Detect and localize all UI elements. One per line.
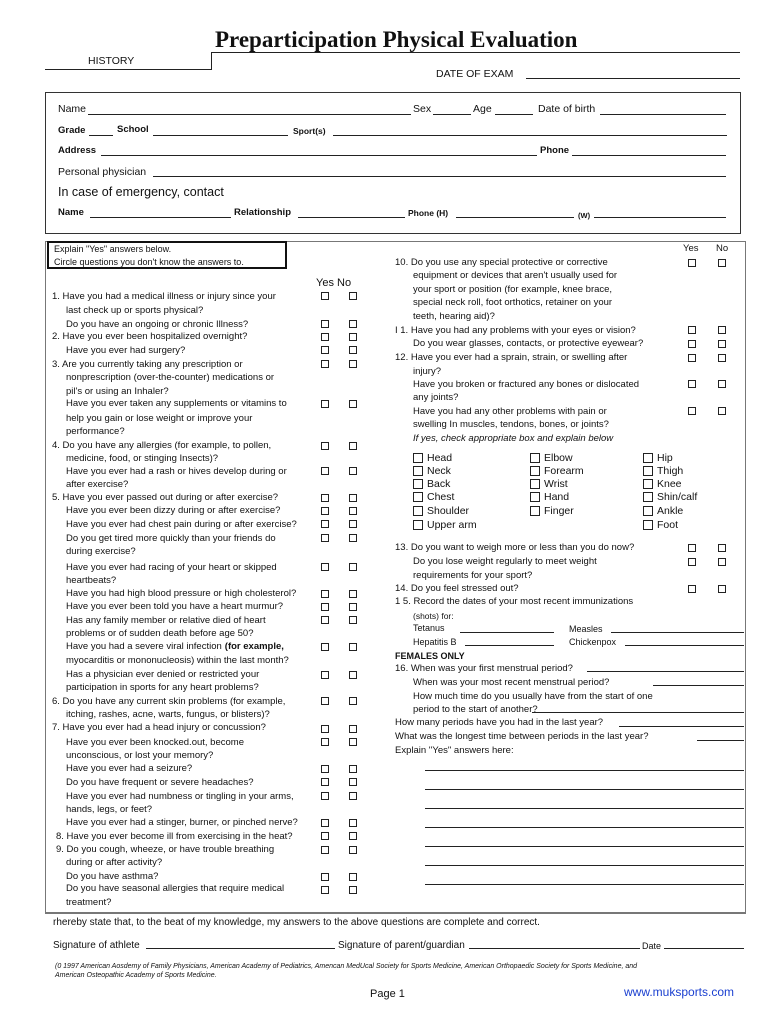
phone-label: Phone bbox=[540, 145, 570, 156]
name-field[interactable] bbox=[88, 114, 411, 115]
history-divider bbox=[211, 52, 212, 69]
checkbox-no[interactable] bbox=[718, 544, 726, 552]
question-text: Have you ever taken any supplements or vitamins to bbox=[66, 398, 287, 409]
emergency-name-field[interactable] bbox=[90, 217, 231, 218]
question-text: 6. Do you have any current skin problems (for example, bbox=[52, 696, 286, 707]
explain-line[interactable] bbox=[425, 865, 744, 866]
relationship-field[interactable] bbox=[298, 217, 405, 218]
question-text: 3. Are you currently taking any prescription or bbox=[52, 359, 243, 370]
question-text: 9. Do you cough, wheeze, or have trouble breathing bbox=[56, 844, 275, 855]
page-number: Page 1 bbox=[370, 988, 405, 1000]
question-text: injury? bbox=[413, 366, 441, 377]
sports-label: Sport(s) bbox=[293, 126, 326, 136]
injury-checkbox[interactable] bbox=[643, 492, 653, 502]
checkbox-no[interactable] bbox=[349, 346, 357, 354]
checkbox-no[interactable] bbox=[349, 534, 357, 542]
statement-divider bbox=[45, 913, 746, 914]
checkbox-no[interactable] bbox=[349, 778, 357, 786]
question-text: 12. Have you ever had a sprain, strain, or swelling after bbox=[395, 352, 628, 363]
female-question-text: Explain ''Yes" answers here: bbox=[395, 745, 514, 756]
question-text: itching, rashes, acne, warts, fungus, or blisters)? bbox=[66, 709, 270, 720]
checkbox-yes[interactable] bbox=[688, 340, 696, 348]
yes-no-header: Yes No bbox=[316, 277, 352, 289]
checkbox-yes[interactable] bbox=[321, 886, 329, 894]
females-only-label: FEMALES ONLY bbox=[395, 651, 465, 661]
checkbox-yes[interactable] bbox=[321, 360, 329, 368]
checkbox-yes[interactable] bbox=[321, 590, 329, 598]
checkbox-no[interactable] bbox=[349, 792, 357, 800]
injury-checkbox[interactable] bbox=[643, 466, 653, 476]
question-text: 5. Have you ever passed out during or after exercise? bbox=[52, 492, 279, 503]
question-text: Do you have frequent or severe headaches? bbox=[66, 777, 254, 788]
female-question-text: How much time do you usually have from the start of one bbox=[413, 691, 653, 702]
question-text: Have you had high blood pressure or high cholesterol? bbox=[66, 588, 297, 599]
question-text: 7. Have you ever had a head injury or concussion? bbox=[52, 722, 266, 733]
checkbox-yes[interactable] bbox=[688, 259, 696, 267]
checkbox-yes[interactable] bbox=[321, 292, 329, 300]
checkbox-yes[interactable] bbox=[321, 792, 329, 800]
sex-field[interactable] bbox=[433, 114, 471, 115]
signature-athlete-field[interactable] bbox=[146, 948, 335, 949]
checkbox-yes[interactable] bbox=[688, 380, 696, 388]
checkbox-yes[interactable] bbox=[321, 494, 329, 502]
sex-label: Sex bbox=[413, 103, 432, 115]
injury-label: Upper arm bbox=[427, 519, 477, 531]
question-text: medicine, food, or stinging Insects)? bbox=[66, 453, 219, 464]
injury-checkbox[interactable] bbox=[643, 453, 653, 463]
explain-line[interactable] bbox=[425, 846, 744, 847]
checkbox-no[interactable] bbox=[718, 354, 726, 362]
physician-field[interactable] bbox=[153, 176, 726, 177]
injury-label: Head bbox=[427, 452, 453, 464]
chickenpox-field[interactable] bbox=[625, 645, 744, 646]
dob-field[interactable] bbox=[600, 114, 726, 115]
checkbox-no[interactable] bbox=[349, 320, 357, 328]
date-label: Date bbox=[642, 941, 662, 951]
question-text: Have you ever had surgery? bbox=[66, 345, 186, 356]
question-text: during or after activity? bbox=[66, 857, 163, 868]
question-text: Have you ever had a rash or hives develop during or bbox=[66, 466, 287, 477]
question-text: 4. Do you have any allergies (for example, to pollen, bbox=[52, 440, 272, 451]
checkbox-no[interactable] bbox=[718, 585, 726, 593]
checkbox-no[interactable] bbox=[349, 873, 357, 881]
signature-parent-label: Signature of parent/guardian bbox=[338, 940, 465, 951]
question-text: Has any family member or relative died of heart bbox=[66, 615, 266, 626]
question-text: Have you had a severe viral infection (for example, bbox=[66, 641, 284, 652]
question-text: 8. Have you ever become ill from exercising in the heat? bbox=[56, 831, 293, 842]
checkbox-yes[interactable] bbox=[688, 585, 696, 593]
explain-line[interactable] bbox=[425, 789, 744, 790]
question-text: treatment? bbox=[66, 897, 112, 908]
question-text: equipment or devices that aren't usually used for bbox=[413, 270, 618, 281]
question-text: Have you broken or fractured any bones or dislocated bbox=[413, 379, 640, 390]
checkbox-yes[interactable] bbox=[321, 725, 329, 733]
checkbox-no[interactable] bbox=[349, 819, 357, 827]
explain-line[interactable] bbox=[425, 884, 744, 885]
question-text: Have you ever been knocked.out, become bbox=[66, 737, 244, 748]
instruction-line: Circle questions you don't know the answers to. bbox=[54, 257, 244, 267]
checkbox-no[interactable] bbox=[349, 725, 357, 733]
question-text: heartbeats? bbox=[66, 575, 117, 586]
address-label: Address bbox=[58, 145, 97, 156]
checkbox-yes[interactable] bbox=[321, 520, 329, 528]
injury-label: Back bbox=[427, 478, 451, 490]
injury-label: Shin/calf bbox=[657, 491, 698, 503]
question-text: swelling In muscles, tendons, bones, or joints? bbox=[413, 419, 609, 430]
question-text: unconscious, or lost your memory? bbox=[66, 750, 214, 761]
phone-w-label: (W) bbox=[578, 211, 591, 220]
injury-label: Thigh bbox=[657, 465, 684, 477]
question-text: Have you ever had racing of your heart or skipped bbox=[66, 562, 277, 573]
injury-label: Knee bbox=[657, 478, 682, 490]
date-of-exam-label: DATE OF EXAM bbox=[436, 68, 514, 80]
yes-header: Yes bbox=[683, 243, 699, 254]
injury-label: Shoulder bbox=[427, 505, 470, 517]
checkbox-no[interactable] bbox=[349, 832, 357, 840]
checkbox-yes[interactable] bbox=[688, 407, 696, 415]
checkbox-no[interactable] bbox=[349, 442, 357, 450]
checkbox-no[interactable] bbox=[349, 765, 357, 773]
phone-field[interactable] bbox=[572, 155, 726, 156]
question-text: teeth, hearing aid)? bbox=[413, 311, 495, 322]
question-text: 14. Do you feel stressed out? bbox=[395, 583, 519, 594]
checkbox-no[interactable] bbox=[349, 671, 357, 679]
first-period-field[interactable] bbox=[587, 671, 744, 672]
website-link[interactable]: www.muksports.com bbox=[624, 985, 735, 999]
page-title: Preparticipation Physical Evaluation bbox=[215, 27, 578, 52]
question-text: 2. Have you ever been hospitalized overnight? bbox=[52, 331, 248, 342]
injury-label: Wrist bbox=[544, 478, 568, 490]
recent-period-field[interactable] bbox=[653, 685, 744, 686]
question-text: Have you ever had numbness or tingling in your arms, bbox=[66, 791, 294, 802]
question-text: Do you lose weight regularly to meet weight bbox=[413, 556, 597, 567]
checkbox-no[interactable] bbox=[718, 380, 726, 388]
question-text: problems or of sudden death before age 50? bbox=[66, 628, 254, 639]
question-text: performance? bbox=[66, 426, 125, 437]
injury-checkbox[interactable] bbox=[530, 466, 540, 476]
question-text: Do you have asthma? bbox=[66, 871, 159, 882]
sports-field[interactable] bbox=[333, 135, 727, 136]
injury-checkbox[interactable] bbox=[413, 479, 423, 489]
injury-checkbox[interactable] bbox=[643, 506, 653, 516]
hepatitis-b-field[interactable] bbox=[465, 645, 554, 646]
checkbox-yes[interactable] bbox=[321, 873, 329, 881]
question-text: during exercise? bbox=[66, 546, 136, 557]
hepatitis-b-label: Hepatitis B bbox=[413, 637, 457, 647]
explain-line[interactable] bbox=[425, 770, 744, 771]
longest-time-field[interactable] bbox=[697, 740, 744, 741]
no-header: No bbox=[716, 243, 729, 254]
relationship-label: Relationship bbox=[234, 207, 292, 218]
injury-label: Ankle bbox=[657, 505, 684, 517]
question-text: help you gain or lose weight or improve your bbox=[66, 413, 253, 424]
checkbox-yes[interactable] bbox=[321, 400, 329, 408]
date-field[interactable] bbox=[664, 948, 744, 949]
phone-h-field[interactable] bbox=[456, 217, 574, 218]
question-text: Have you ever had chest pain during or after exercise? bbox=[66, 519, 297, 530]
checkbox-no[interactable] bbox=[349, 563, 357, 571]
question-text: Have you ever been dizzy during or after exercise? bbox=[66, 505, 281, 516]
emergency-name-label: Name bbox=[58, 207, 84, 218]
checkbox-no[interactable] bbox=[718, 558, 726, 566]
checkbox-yes[interactable] bbox=[321, 333, 329, 341]
question-text: Do you wear glasses, contacts, or protective eyewear? bbox=[413, 338, 644, 349]
question-text: 1. Have you had a medical illness or injury since your bbox=[52, 291, 276, 302]
question-text: Have you ever had a seizure? bbox=[66, 763, 193, 774]
checkbox-yes[interactable] bbox=[321, 671, 329, 679]
question-text: hands, legs, or feet? bbox=[66, 804, 153, 815]
question-text: Has a physician ever denied or restricted your bbox=[66, 669, 260, 680]
history-underline bbox=[45, 69, 212, 70]
checkbox-no[interactable] bbox=[718, 340, 726, 348]
injury-label: Neck bbox=[427, 465, 451, 477]
checkbox-yes[interactable] bbox=[321, 507, 329, 515]
injury-checkbox[interactable] bbox=[530, 479, 540, 489]
footnote: American Osteopathic Academy of Sports Medicine. bbox=[55, 972, 217, 979]
question-emphasis: (for example, bbox=[224, 641, 284, 652]
checkbox-no[interactable] bbox=[349, 697, 357, 705]
injury-checkbox[interactable] bbox=[530, 492, 540, 502]
emergency-label: In case of emergency, contact bbox=[58, 185, 224, 199]
checkbox-no[interactable] bbox=[349, 603, 357, 611]
question-text: special neck roll, foot orthotics, retainer on your bbox=[413, 297, 613, 308]
question-text: nonprescription (over-the-counter) medications or bbox=[66, 372, 275, 383]
age-field[interactable] bbox=[495, 114, 533, 115]
checkbox-yes[interactable] bbox=[321, 442, 329, 450]
checkbox-yes[interactable] bbox=[688, 558, 696, 566]
checkbox-no[interactable] bbox=[349, 333, 357, 341]
explain-line[interactable] bbox=[425, 808, 744, 809]
phone-w-field[interactable] bbox=[594, 217, 726, 218]
checkbox-yes[interactable] bbox=[688, 354, 696, 362]
checkbox-no[interactable] bbox=[718, 259, 726, 267]
checkbox-yes[interactable] bbox=[688, 326, 696, 334]
checkbox-no[interactable] bbox=[349, 886, 357, 894]
question-text: any joints? bbox=[413, 392, 459, 403]
female-question-text: 16. When was your first menstrual period? bbox=[395, 663, 573, 674]
injury-label: Hand bbox=[544, 491, 570, 503]
injury-checkbox[interactable] bbox=[413, 492, 423, 502]
question-text: myocarditis or mononucleosis) within the last month? bbox=[66, 655, 289, 666]
checkbox-yes[interactable] bbox=[321, 643, 329, 651]
checkbox-no[interactable] bbox=[349, 616, 357, 624]
checkbox-yes[interactable] bbox=[321, 616, 329, 624]
date-of-exam-field[interactable] bbox=[526, 78, 740, 79]
injury-checkbox[interactable] bbox=[413, 466, 423, 476]
question-text: after exercise? bbox=[66, 479, 129, 490]
measles-field[interactable] bbox=[611, 632, 744, 633]
checkbox-yes[interactable] bbox=[321, 467, 329, 475]
question-text: I 1. Have you had any problems with your eyes or vision? bbox=[395, 325, 636, 336]
injury-checkbox[interactable] bbox=[413, 453, 423, 463]
checkbox-yes[interactable] bbox=[321, 819, 329, 827]
checkbox-yes[interactable] bbox=[321, 697, 329, 705]
checkbox-no[interactable] bbox=[349, 360, 357, 368]
periods-count-field[interactable] bbox=[619, 726, 744, 727]
injury-label: Forearm bbox=[544, 465, 584, 477]
history-label: HISTORY bbox=[88, 55, 135, 67]
checkbox-yes[interactable] bbox=[321, 778, 329, 786]
checkbox-no[interactable] bbox=[349, 494, 357, 502]
checkbox-no[interactable] bbox=[349, 643, 357, 651]
injury-checkbox[interactable] bbox=[530, 506, 540, 516]
injury-label: Hip bbox=[657, 452, 673, 464]
question-text: Do you have seasonal allergies that require medical bbox=[66, 883, 285, 894]
question-text: 13. Do you want to weigh more or less than you do now? bbox=[395, 542, 635, 553]
question-text: Have you ever had a stinger, burner, or pinched nerve? bbox=[66, 817, 298, 828]
injury-label: Chest bbox=[427, 491, 455, 503]
question-text: 1 5. Record the dates of your most recent immunizations bbox=[395, 596, 634, 607]
tetanus-label: Tetanus bbox=[413, 623, 445, 633]
checkbox-no[interactable] bbox=[349, 738, 357, 746]
question-text: 10. Do you use any special protective or corrective bbox=[395, 257, 608, 268]
checkbox-no[interactable] bbox=[349, 467, 357, 475]
question-text: Have you had any other problems with pain or bbox=[413, 406, 607, 417]
injury-checkbox[interactable] bbox=[413, 520, 423, 530]
question-text: pil's or using an Inhaler? bbox=[66, 386, 169, 397]
school-field[interactable] bbox=[153, 135, 288, 136]
checkbox-no[interactable] bbox=[349, 590, 357, 598]
injury-checkbox[interactable] bbox=[530, 453, 540, 463]
tetanus-field[interactable] bbox=[460, 632, 554, 633]
statement-text: rhereby state that, to the beat of my knowledge, my answers to the above questions are complete and correct. bbox=[53, 917, 540, 928]
question-text: your sport or position (for example, knee brace, bbox=[413, 284, 613, 295]
checkbox-yes[interactable] bbox=[321, 832, 329, 840]
question-text: Do you have an ongoing or chronic Illness? bbox=[66, 319, 249, 330]
checkbox-yes[interactable] bbox=[321, 320, 329, 328]
checkbox-no[interactable] bbox=[349, 400, 357, 408]
name-label: Name bbox=[58, 103, 87, 115]
grade-field[interactable] bbox=[89, 135, 113, 136]
question-text: If yes, check appropriate box and explain below bbox=[413, 433, 614, 444]
explain-line[interactable] bbox=[425, 827, 744, 828]
period-interval-field[interactable] bbox=[532, 712, 744, 713]
footnote: (0 1997 American Aosdemy of Family Physicians, American Academy of Pediatrics, Amencan MedUcal Society for Sports Medicine, American Orthopaedic Society for Sports Medicine, and bbox=[55, 963, 638, 970]
checkbox-yes[interactable] bbox=[321, 603, 329, 611]
checkbox-no[interactable] bbox=[349, 292, 357, 300]
question-text: (shots) for: bbox=[413, 611, 454, 621]
signature-parent-field[interactable] bbox=[469, 948, 640, 949]
checkbox-no[interactable] bbox=[349, 520, 357, 528]
injury-checkbox[interactable] bbox=[413, 506, 423, 516]
checkbox-no[interactable] bbox=[718, 326, 726, 334]
instruction-line: Explain "Yes" answers below. bbox=[54, 244, 172, 254]
injury-checkbox[interactable] bbox=[643, 479, 653, 489]
grade-label: Grade bbox=[58, 125, 86, 136]
female-question-text: When was your most recent menstrual period? bbox=[413, 677, 610, 688]
checkbox-no[interactable] bbox=[349, 507, 357, 515]
checkbox-no[interactable] bbox=[349, 846, 357, 854]
checkbox-yes[interactable] bbox=[688, 544, 696, 552]
question-text: Do you get tired more quickly than your friends do bbox=[66, 533, 276, 544]
signature-athlete-label: Signature of athlete bbox=[53, 940, 140, 951]
checkbox-yes[interactable] bbox=[321, 846, 329, 854]
checkbox-yes[interactable] bbox=[321, 534, 329, 542]
checkbox-yes[interactable] bbox=[321, 738, 329, 746]
measles-label: Measles bbox=[569, 624, 603, 634]
phone-h-label: Phone (H) bbox=[408, 208, 449, 218]
injury-label: Elbow bbox=[544, 452, 573, 464]
age-label: Age bbox=[473, 103, 492, 115]
female-question-text: period to the start of another? bbox=[413, 704, 538, 715]
injury-checkbox[interactable] bbox=[643, 520, 653, 530]
injury-label: Foot bbox=[657, 519, 679, 531]
title-underline bbox=[212, 52, 740, 53]
question-text: requirements for your sport? bbox=[413, 570, 533, 581]
injury-label: Finger bbox=[544, 505, 574, 517]
school-label: School bbox=[117, 124, 149, 135]
question-text: Have you ever been told you have a heart murmur? bbox=[66, 601, 284, 612]
question-text: participation in sports for any heart problems? bbox=[66, 682, 259, 693]
female-question-text: What was the longest time between periods in the last year? bbox=[395, 731, 649, 742]
physician-label: Personal physician bbox=[58, 166, 147, 178]
checkbox-yes[interactable] bbox=[321, 765, 329, 773]
checkbox-yes[interactable] bbox=[321, 346, 329, 354]
chickenpox-label: Chickenpox bbox=[569, 637, 617, 647]
checkbox-no[interactable] bbox=[718, 407, 726, 415]
checkbox-yes[interactable] bbox=[321, 563, 329, 571]
question-text: last check up or sports physical? bbox=[66, 305, 204, 316]
female-question-text: How many periods have you had in the last year? bbox=[395, 717, 604, 728]
address-field[interactable] bbox=[101, 155, 537, 156]
dob-label: Date of birth bbox=[538, 103, 596, 115]
